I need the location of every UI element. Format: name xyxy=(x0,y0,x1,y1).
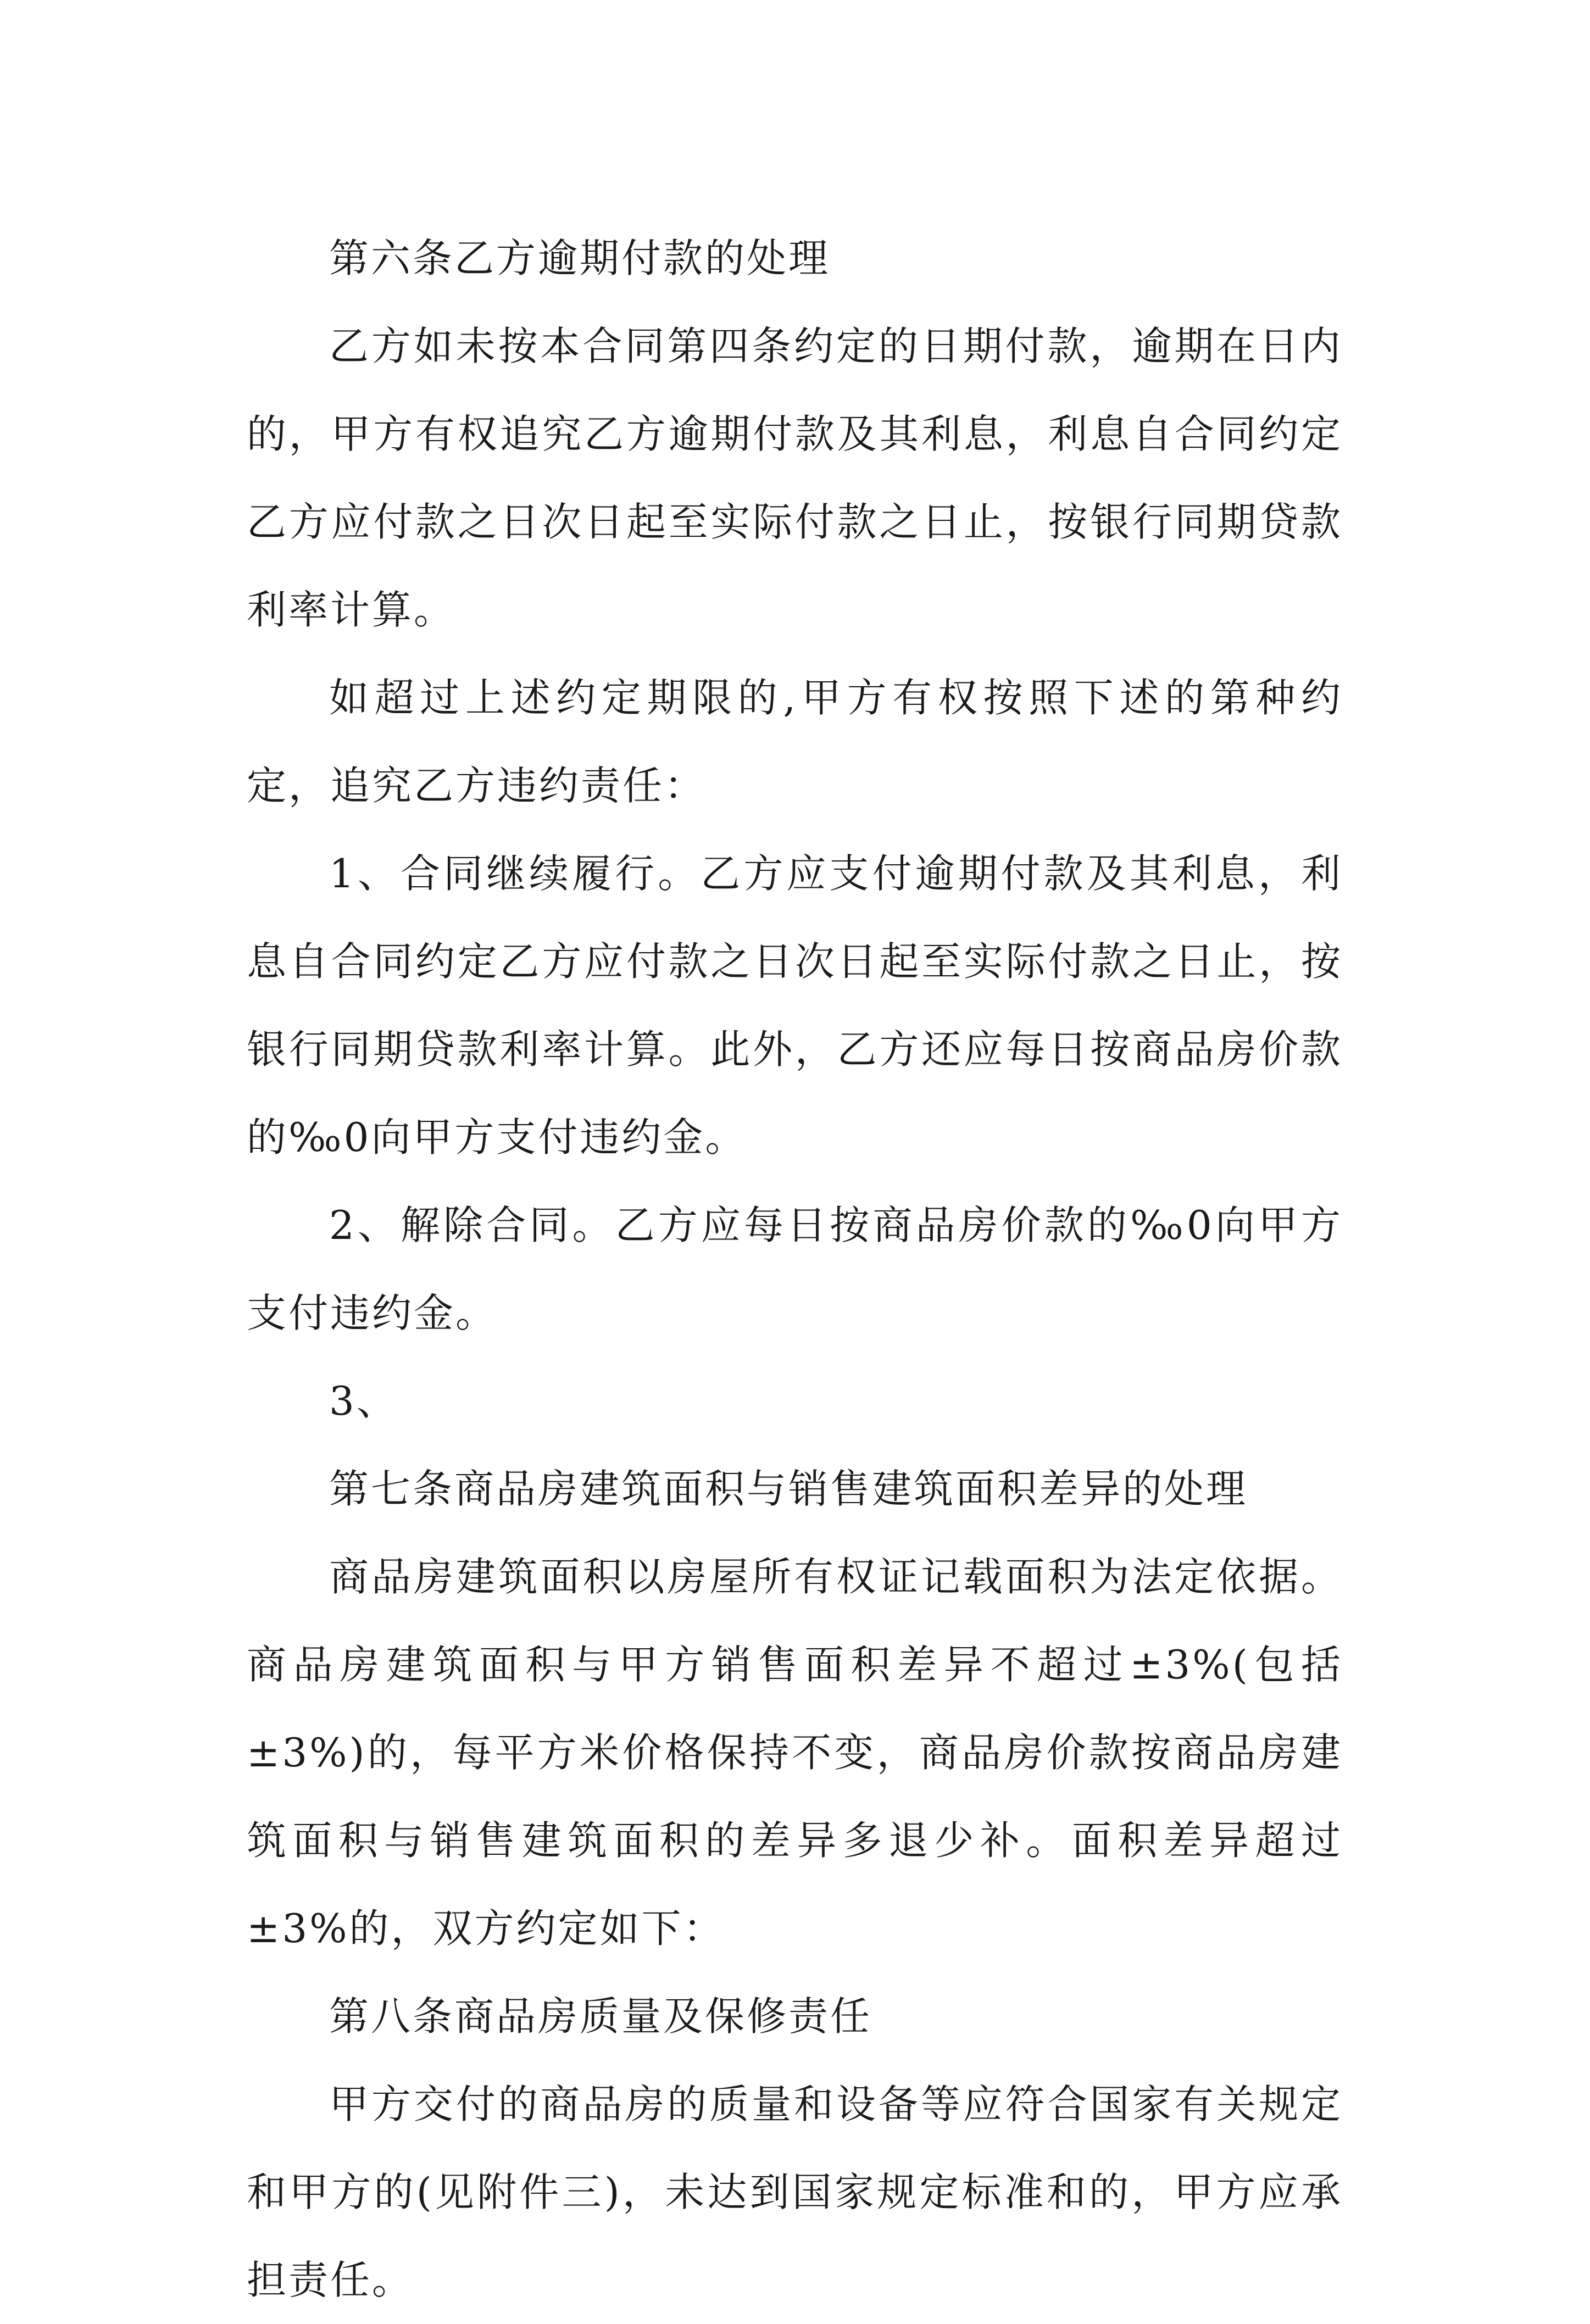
article-6-paragraph-1: 乙方如未按本合同第四条约定的日期付款，逾期在日内的，甲方有权追究乙方逾期付款及其利息，利息自合同约定乙方应付款之日次日起至实际付款之日止，按银行同期贷款利率计算。 xyxy=(247,323,1343,633)
article-6-paragraph-2: 如超过上述约定期限的,甲方有权按照下述的第种约定，追究乙方违约责任： xyxy=(247,675,1343,809)
article-7-heading: 第七条商品房建筑面积与销售建筑面积差异的处理 xyxy=(329,1466,1248,1512)
article-6-option-2: 2、解除合同。乙方应每日按商品房价款的‰0向甲方支付违约金。 xyxy=(247,1202,1343,1336)
article-7-paragraph-1: 商品房建筑面积以房屋所有权证记载面积为法定依据。商品房建筑面积与甲方销售面积差异不超过±3%(包括±3%)的，每平方米价格保持不变，商品房价款按商品房建筑面积与销售建筑面积的差异多退少补。面积差异超过±3%的，双方约定如下： xyxy=(247,1554,1343,1952)
article-6-heading: 第六条乙方逾期付款的处理 xyxy=(329,235,831,281)
document-body xyxy=(247,214,1343,2324)
article-6-option-3: 3、 xyxy=(329,1378,398,1424)
article-8-paragraph-1: 甲方交付的商品房的质量和设备等应符合国家有关规定和甲方的(见附件三)，未达到国家规定标准和的，甲方应承担责任。 xyxy=(247,2081,1343,2303)
article-8-heading: 第八条商品房质量及保修责任 xyxy=(329,1993,872,2039)
article-6-option-1: 1、合同继续履行。乙方应支付逾期付款及其利息，利息自合同约定乙方应付款之日次日起至实际付款之日止，按银行同期贷款利率计算。此外，乙方还应每日按商品房价款的‰0向甲方支付违约金。 xyxy=(247,850,1343,1160)
